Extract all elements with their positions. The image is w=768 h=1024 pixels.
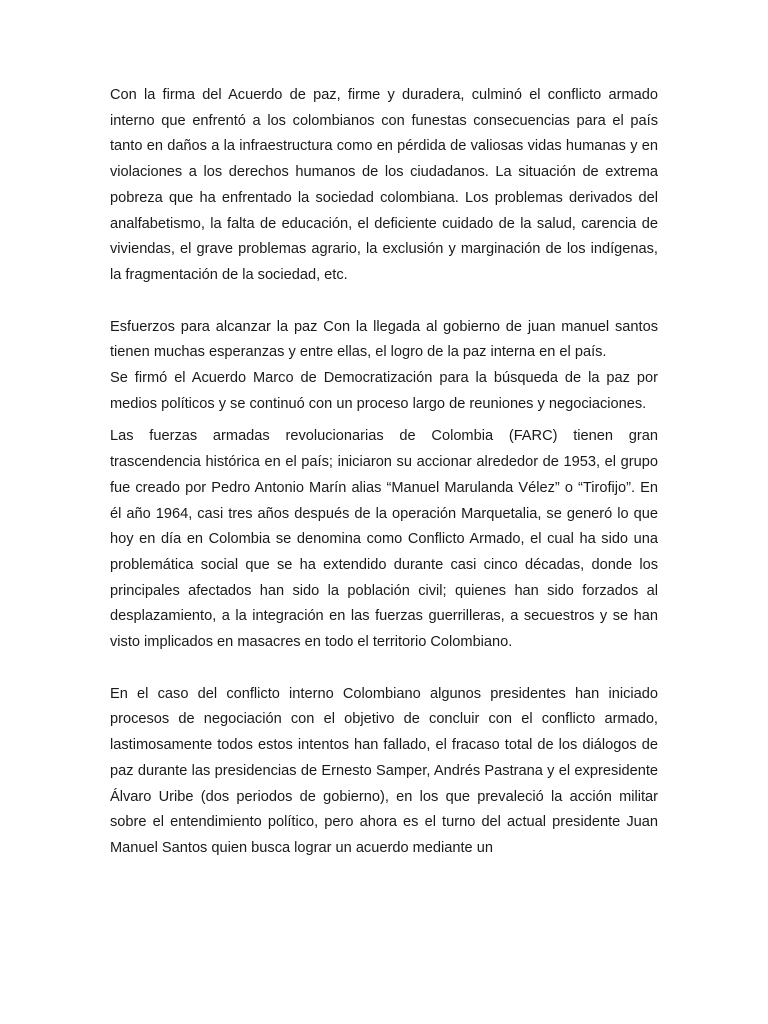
paragraph-farc-history: Las fuerzas armadas revolucionarias de Colombia (FARC) tienen gran trascendencia histórica en el país; iniciaron su accionar alrededor de 1953, el grupo fue creado por Pedro Antonio Marín alias “Manuel Marulanda Vélez” o “Tirofijo”. En él año 1964, casi tres años después de la operación Marquetalia, se generó lo que hoy en día en Colombia se denomina como Conflicto Armado, el cual ha sido una problemática social que se ha extendido durante casi cinco décadas, donde los principales afectados han sido la población civil; quienes han sido forzados al desplazamiento, a la integración en las fuerzas guerrilleras, a secuestros y se han visto implicados en masacres en todo el territorio Colombiano. xyxy=(110,428,658,651)
paragraph-negotiation-attempts: En el caso del conflicto interno Colombiano algunos presidentes han iniciado procesos de negociación con el objetivo de concluir con el conflicto armado, lastimosamente todos estos intentos han fallado, el fracaso total de los diálogos de paz durante las presidencias de Ernesto Samper, Andrés Pastrana y el expresidente Álvaro Uribe (dos periodos de gobierno), en los que prevaleció la acción militar sobre el entendimiento político, pero ahora es el turno del actual presidente Juan Manuel Santos quien busca lograr un acuerdo mediante un xyxy=(110,685,658,856)
paragraph-peace-efforts: Esfuerzos para alcanzar la paz Con la llegada al gobierno de juan manuel santos tienen muchas esperanzas y entre ellas, el logro de la paz interna en el país. xyxy=(110,318,658,361)
paragraph-framework-agreement: Se firmó el Acuerdo Marco de Democratización para la búsqueda de la paz por medios políticos y se continuó con un proceso largo de reuniones y negociaciones. xyxy=(110,370,658,412)
paragraph-peace-agreement: Con la firma del Acuerdo de paz, firme y duradera, culminó el conflicto armado interno que enfrentó a los colombianos con funestas consecuencias para el país tanto en daños a la infraestructura como en pérdida de valiosas vidas humanas y en violaciones a los derechos humanos de los ciudadanos. La situación de extrema pobreza que ha enfrentado la sociedad colombiana. Los problemas derivados del analfabetismo, la falta de educación, el deficiente cuidado de la salud, carencia de viviendas, el grave problemas agrario, la exclusión y marginación de los indígenas, la fragmentación de la sociedad, etc. xyxy=(110,87,658,283)
document-body xyxy=(110,83,658,862)
